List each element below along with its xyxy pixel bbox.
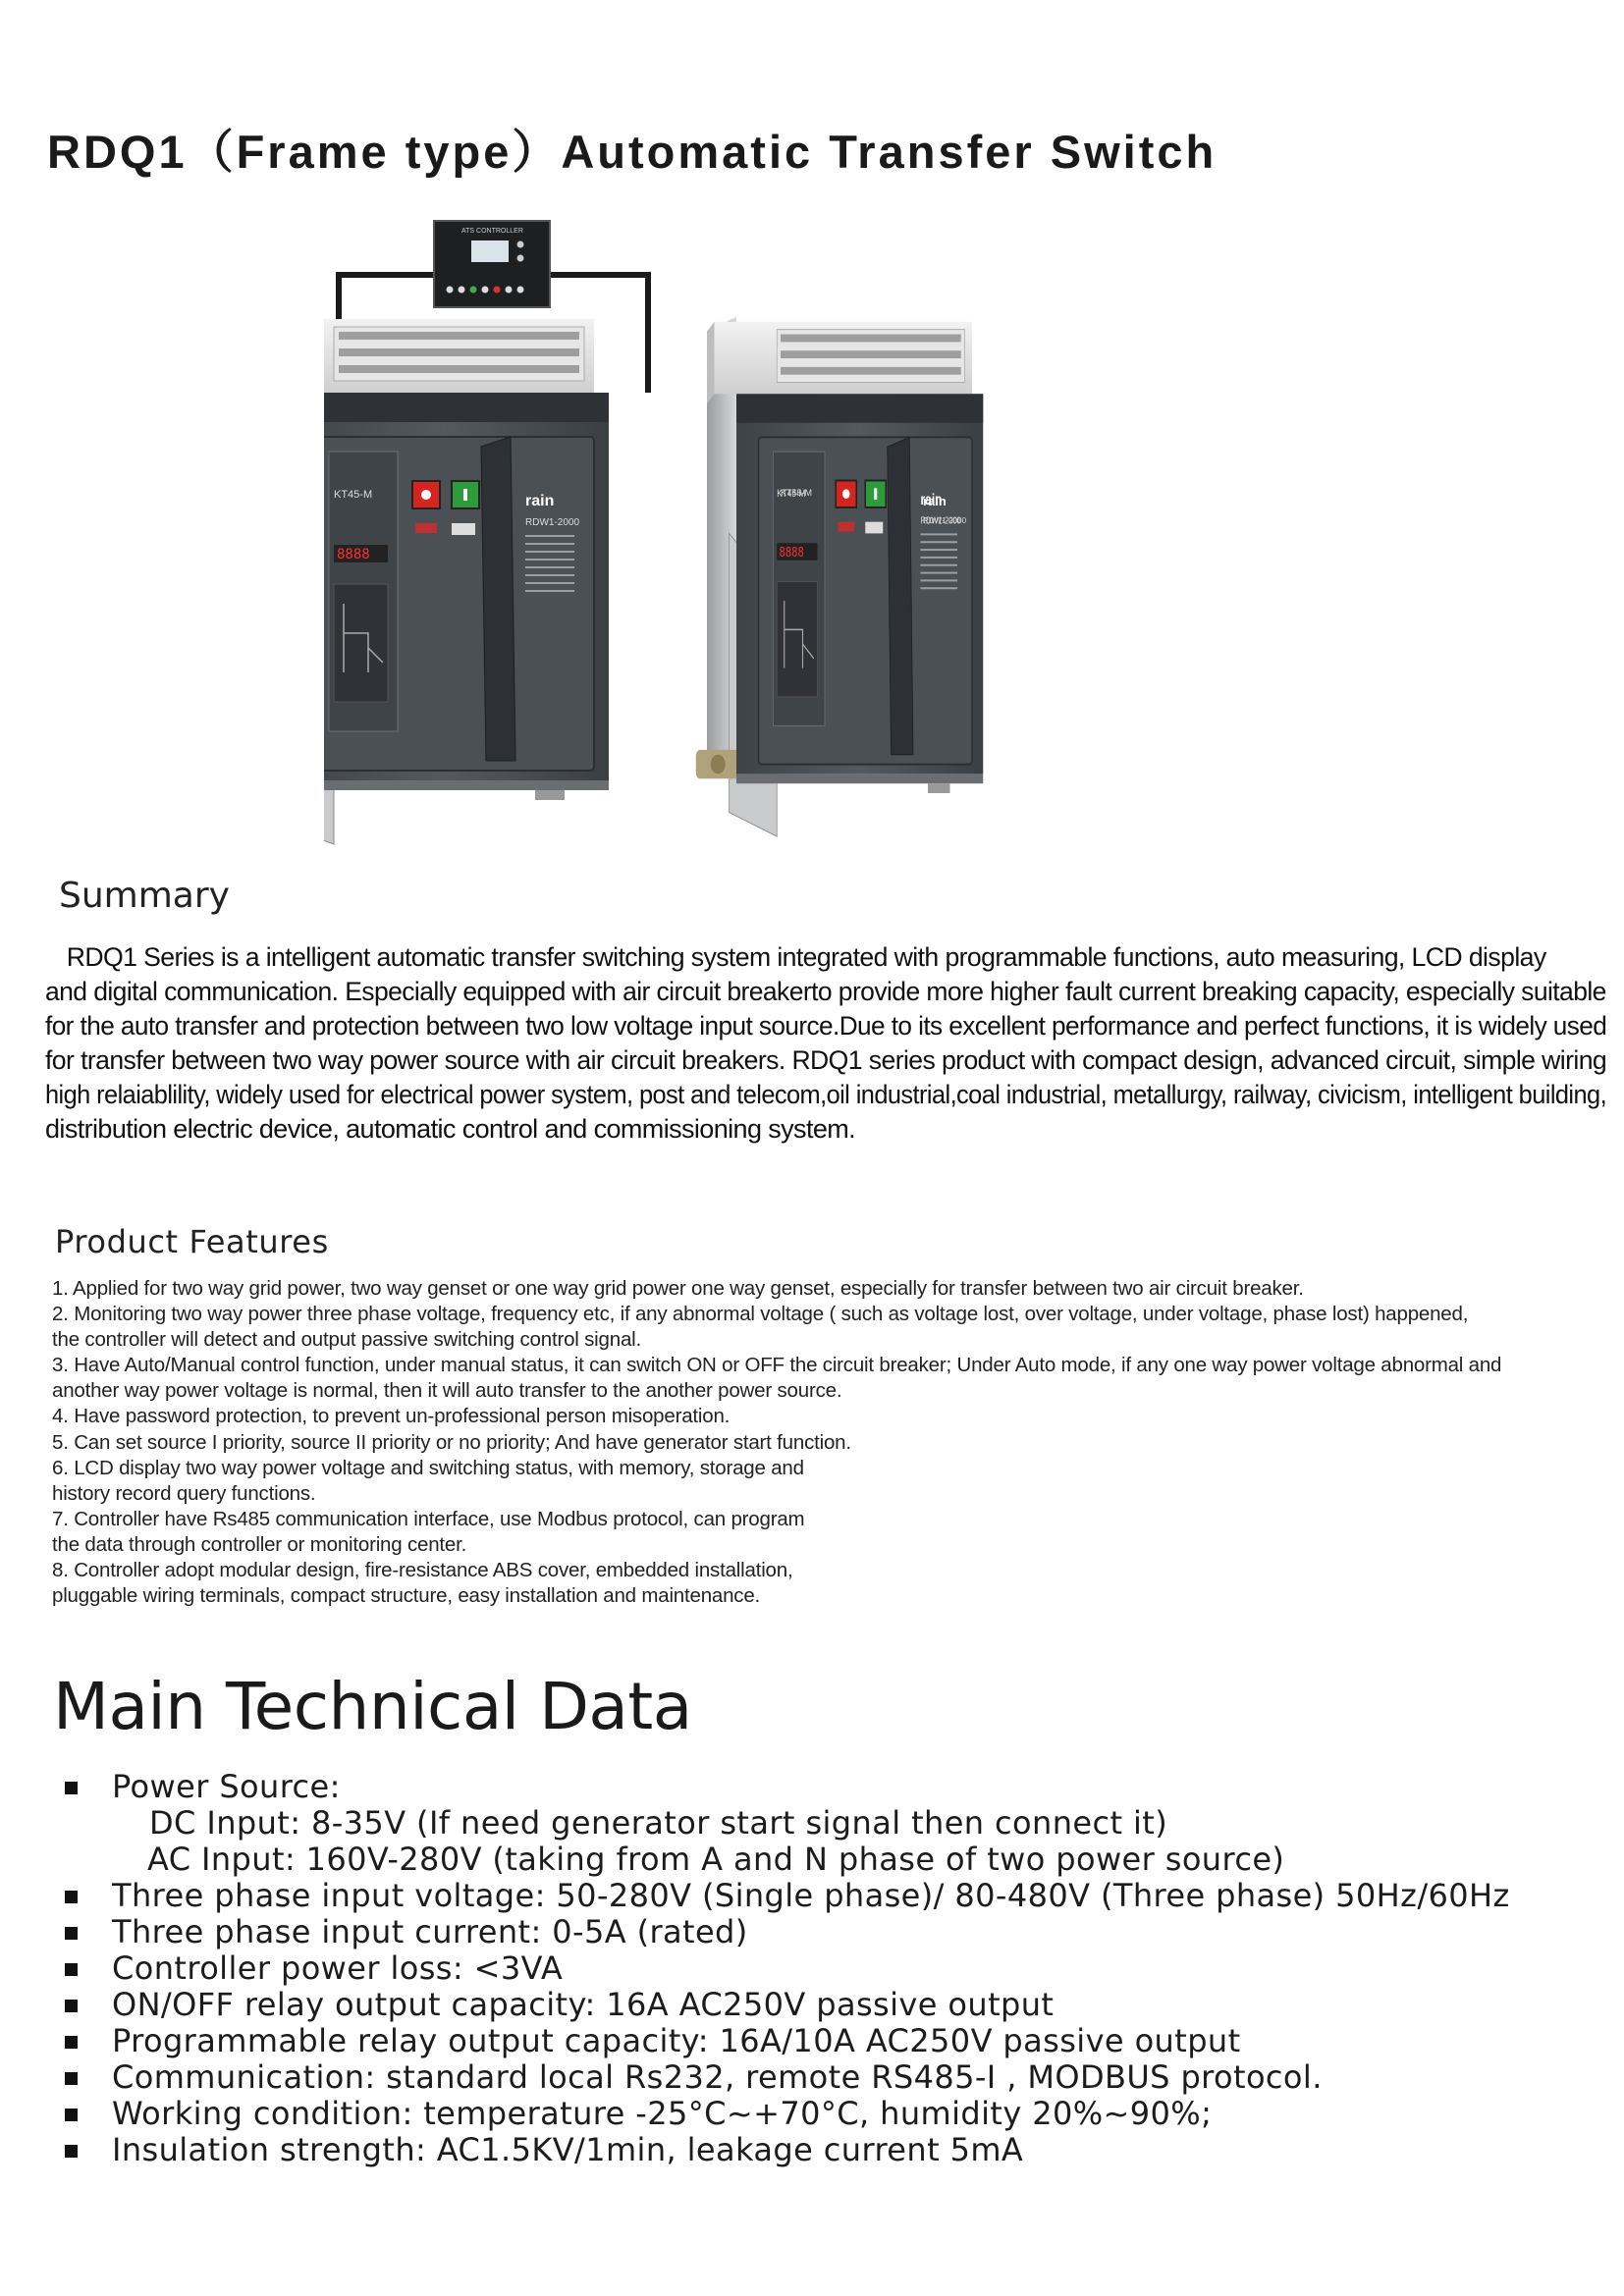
spec-item: [61, 1878, 1510, 1914]
feature-line: 1. Applied for two way grid power, two way genset or one way grid power one way genset, especially for transfer between two air circuit breaker.: [52, 1277, 1304, 1300]
bullet-square-icon: [65, 1891, 78, 1903]
spec-text: Power Source:: [112, 1768, 341, 1805]
spec-item: [61, 1914, 1510, 1950]
feature-line: pluggable wiring terminals, compact structure, easy installation and maintenance.: [52, 1584, 761, 1608]
spec-text: Insulation strength: AC1.5KV/1min, leakage current 5mA: [112, 2131, 1024, 2168]
feature-line: the controller will detect and output passive switching control signal.: [52, 1328, 641, 1352]
summary-line: RDQ1 Series is a intelligent automatic transfer switching system integrated with programmable functions, auto measuring, LCD display: [66, 942, 1546, 972]
bullet-square-icon: [65, 2072, 78, 2085]
feature-line: history record query functions.: [52, 1481, 316, 1505]
summary-line: for the auto transfer and protection between two low voltage input source.Due to its excellent performance and perfect functions, it is widely used: [45, 1011, 1607, 1041]
bullet-square-icon: [65, 2109, 78, 2121]
spec-text: Three phase input current: 0-5A (rated): [112, 1913, 748, 1950]
controller-label: ATS CONTROLLER: [461, 228, 523, 235]
bullet-square-icon: [65, 1963, 78, 1976]
spec-text: Three phase input voltage: 50-280V (Single phase)/ 80-480V (Three phase) 50Hz/60Hz: [112, 1877, 1510, 1914]
feature-line: 2. Monitoring two way power three phase voltage, frequency etc, if any abnormal voltage ( such as voltage lost, over voltage, under voltage, phase lost) happened,: [52, 1303, 1469, 1326]
spec-item: [61, 1769, 1510, 1805]
summary-line: distribution electric device, automatic control and commissioning system.: [45, 1114, 856, 1144]
right-model-label: KT45-M: [781, 488, 813, 498]
summary-heading: Summary: [59, 876, 230, 916]
spec-item: [61, 2023, 1510, 2059]
spec-item: [61, 2096, 1510, 2132]
feature-line: 4. Have password protection, to prevent un-professional person misoperation.: [52, 1405, 731, 1428]
feature-line: 6. LCD display two way power voltage and switching status, with memory, storage and: [52, 1456, 804, 1479]
spec-subitem: AC Input: 160V-280V (taking from A and N phase of two power source): [147, 1841, 1285, 1878]
bullet-square-icon: [65, 1782, 78, 1794]
summary-line: high relaiablility, widely used for electrical power system, post and telecom,oil industrial,coal industrial, metallurgy, railway, civicism, intelligent building,: [45, 1080, 1607, 1109]
features-heading: Product Features: [55, 1223, 329, 1260]
feature-line: 3. Have Auto/Manual control function, under manual status, it can switch ON or OFF the circuit breaker; Under Auto mode, if any one way power voltage abnormal and: [52, 1354, 1502, 1377]
spec-text: Working condition: temperature -25°C~+70°C, humidity 20%~90%;: [112, 2095, 1213, 2132]
page-title: RDQ1（Frame type）Automatic Transfer Switch: [47, 126, 1218, 178]
feature-line: the data through controller or monitoring center.: [52, 1532, 467, 1556]
left-breaker: [324, 314, 609, 844]
bullet-square-icon: [65, 2036, 78, 2049]
spec-subitem: DC Input: 8-35V (If need generator start signal then connect it): [149, 1804, 1168, 1842]
summary-paragraph: [45, 940, 1606, 1147]
spec-text: ON/OFF relay output capacity: 16A AC250V passive output: [112, 1986, 1055, 2023]
product-illustration: rain RDW1-2000 ATS CONTROLLER KT45-M rain RDW1-2000: [324, 211, 1306, 859]
spec-item: [61, 1987, 1510, 2023]
feature-line: 8. Controller adopt modular design, fire-resistance ABS cover, embedded installation,: [52, 1559, 793, 1582]
spec-text: Communication: standard local Rs232, remote RS485-I , MODBUS protocol.: [112, 2058, 1323, 2096]
technical-heading: Main Technical Data: [53, 1669, 692, 1744]
spec-item: [61, 2059, 1510, 2096]
bullet-square-icon: [65, 2145, 78, 2158]
feature-line: another way power voltage is normal, then it will auto transfer to the another power source.: [52, 1379, 842, 1403]
spec-item: [61, 2132, 1510, 2168]
summary-line: for transfer between two way power source with air circuit breakers. RDQ1 series product with compact design, advanced circuit, simple wiring: [45, 1045, 1607, 1075]
bullet-square-icon: [65, 1927, 78, 1940]
right-breaker: [696, 317, 984, 836]
summary-line: and digital communication. Especially equipped with air circuit breakerto provide more higher fault current breaking capacity, especially suitable: [45, 977, 1606, 1006]
technical-spec-list: [61, 1769, 1510, 2168]
bullet-square-icon: [65, 2000, 78, 2012]
spec-text: Controller power loss: <3VA: [112, 1949, 564, 1987]
spec-item: [61, 1950, 1510, 1987]
right-type-label: RDW1-2000: [923, 516, 967, 525]
features-list: [52, 1276, 1613, 1609]
feature-line: 5. Can set source I priority, source II priority or no priority; And have generator start function.: [52, 1430, 851, 1454]
right-brand-label: rain: [923, 494, 947, 508]
ats-controller: [434, 221, 550, 307]
spec-text: Programmable relay output capacity: 16A/10A AC250V passive output: [112, 2022, 1241, 2059]
feature-line: 7. Controller have Rs485 communication interface, use Modbus protocol, can program: [52, 1507, 805, 1530]
